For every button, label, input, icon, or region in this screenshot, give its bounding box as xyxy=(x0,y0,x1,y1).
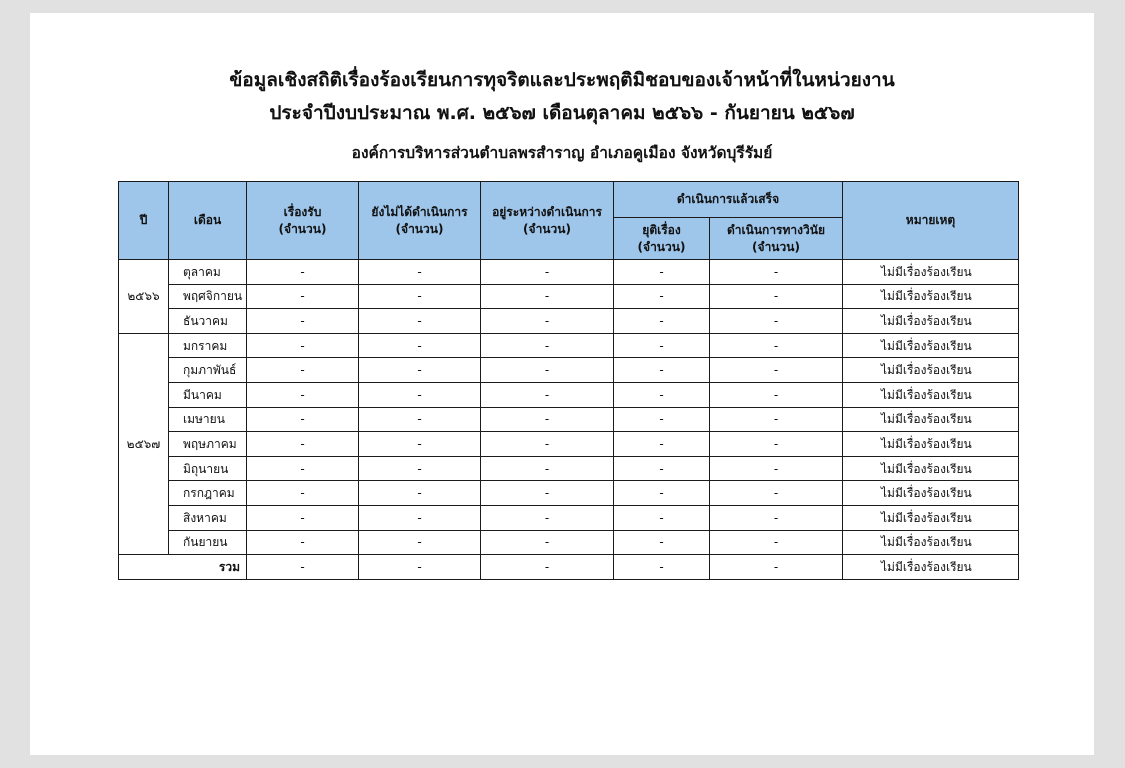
remark-cell: ไม่มีเรื่องร้องเรียน xyxy=(843,333,1019,358)
received-cell: - xyxy=(247,358,359,383)
disciplinary-cell: - xyxy=(710,505,843,530)
table-row xyxy=(119,407,1019,432)
remark-cell: ไม่มีเรื่องร้องเรียน xyxy=(843,456,1019,481)
in-progress-cell: - xyxy=(481,260,614,285)
month-cell: กันยายน xyxy=(169,530,247,555)
month-cell: มกราคม xyxy=(169,333,247,358)
document-subtitle: ประจำปีงบประมาณ พ.ศ. ๒๕๖๗ เดือนตุลาคม ๒๕๖๖ - กันยายน ๒๕๖๗ xyxy=(269,102,855,124)
header-terminated-label: ยุติเรื่อง xyxy=(642,222,681,237)
header-completed-group: ดำเนินการแล้วเสร็จ xyxy=(614,182,843,218)
table-body xyxy=(119,260,1019,580)
not-started-cell: - xyxy=(359,530,481,555)
in-progress-cell: - xyxy=(481,505,614,530)
not-started-cell: - xyxy=(359,432,481,457)
received-cell: - xyxy=(247,309,359,334)
month-cell: กุมภาพันธ์ xyxy=(169,358,247,383)
header-terminated xyxy=(614,218,710,260)
in-progress-cell: - xyxy=(481,382,614,407)
remark-cell: ไม่มีเรื่องร้องเรียน xyxy=(843,309,1019,334)
month-cell: พฤศจิกายน xyxy=(169,284,247,309)
received-cell: - xyxy=(247,260,359,285)
total-label: รวม xyxy=(119,555,247,580)
received-cell: - xyxy=(247,456,359,481)
total-not-started-cell: - xyxy=(359,555,481,580)
remark-cell: ไม่มีเรื่องร้องเรียน xyxy=(843,505,1019,530)
header-year: ปี xyxy=(119,182,169,260)
total-row xyxy=(119,555,1019,580)
terminated-cell: - xyxy=(614,407,710,432)
table-row xyxy=(119,260,1019,285)
disciplinary-cell: - xyxy=(710,309,843,334)
terminated-cell: - xyxy=(614,456,710,481)
in-progress-cell: - xyxy=(481,333,614,358)
header-received-unit: (จำนวน) xyxy=(278,221,327,236)
remark-cell: ไม่มีเรื่องร้องเรียน xyxy=(843,284,1019,309)
not-started-cell: - xyxy=(359,284,481,309)
month-cell: มีนาคม xyxy=(169,382,247,407)
in-progress-cell: - xyxy=(481,432,614,457)
year-cell: ๒๕๖๗ xyxy=(119,333,169,554)
month-cell: สิงหาคม xyxy=(169,505,247,530)
header-disciplinary-label: ดำเนินการทางวินัย xyxy=(727,222,825,237)
terminated-cell: - xyxy=(614,481,710,506)
received-cell: - xyxy=(247,530,359,555)
table-row xyxy=(119,432,1019,457)
document-page xyxy=(30,13,1094,755)
disciplinary-cell: - xyxy=(710,407,843,432)
not-started-cell: - xyxy=(359,505,481,530)
terminated-cell: - xyxy=(614,284,710,309)
terminated-cell: - xyxy=(614,260,710,285)
not-started-cell: - xyxy=(359,407,481,432)
header-disciplinary-unit: (จำนวน) xyxy=(752,239,800,254)
header-month: เดือน xyxy=(169,182,247,260)
header-in-progress xyxy=(481,182,614,260)
header-not-started xyxy=(359,182,481,260)
not-started-cell: - xyxy=(359,382,481,407)
month-cell: ธันวาคม xyxy=(169,309,247,334)
terminated-cell: - xyxy=(614,358,710,383)
header-not-started-label: ยังไม่ได้ดำเนินการ xyxy=(371,204,468,219)
month-cell: เมษายน xyxy=(169,407,247,432)
document-title: ข้อมูลเชิงสถิติเรื่องร้องเรียนการทุจริตและประพฤติมิชอบของเจ้าหน้าที่ในหน่วยงาน xyxy=(229,69,895,91)
year-cell: ๒๕๖๖ xyxy=(119,260,169,334)
received-cell: - xyxy=(247,481,359,506)
header-in-progress-label: อยู่ระหว่างดำเนินการ xyxy=(492,204,602,219)
table-row xyxy=(119,481,1019,506)
terminated-cell: - xyxy=(614,505,710,530)
month-cell: พฤษภาคม xyxy=(169,432,247,457)
month-cell: กรกฎาคม xyxy=(169,481,247,506)
complaint-statistics-table xyxy=(118,181,1019,580)
header-received-label: เรื่องรับ xyxy=(283,204,322,219)
organization-name: องค์การบริหารส่วนตำบลพรสำราญ อำเภอคูเมือง จังหวัดบุรีรัมย์ xyxy=(351,144,773,162)
month-cell: มิถุนายน xyxy=(169,456,247,481)
month-cell: ตุลาคม xyxy=(169,260,247,285)
in-progress-cell: - xyxy=(481,284,614,309)
not-started-cell: - xyxy=(359,333,481,358)
total-in-progress-cell: - xyxy=(481,555,614,580)
in-progress-cell: - xyxy=(481,407,614,432)
terminated-cell: - xyxy=(614,530,710,555)
header-received xyxy=(247,182,359,260)
remark-cell: ไม่มีเรื่องร้องเรียน xyxy=(843,382,1019,407)
table-row xyxy=(119,358,1019,383)
not-started-cell: - xyxy=(359,260,481,285)
disciplinary-cell: - xyxy=(710,481,843,506)
remark-cell: ไม่มีเรื่องร้องเรียน xyxy=(843,432,1019,457)
disciplinary-cell: - xyxy=(710,530,843,555)
header-in-progress-unit: (จำนวน) xyxy=(523,221,571,236)
received-cell: - xyxy=(247,505,359,530)
table-row xyxy=(119,382,1019,407)
in-progress-cell: - xyxy=(481,530,614,555)
not-started-cell: - xyxy=(359,481,481,506)
total-remark-cell: ไม่มีเรื่องร้องเรียน xyxy=(843,555,1019,580)
header-terminated-unit: (จำนวน) xyxy=(637,239,686,254)
not-started-cell: - xyxy=(359,309,481,334)
in-progress-cell: - xyxy=(481,358,614,383)
table-row xyxy=(119,530,1019,555)
total-terminated-cell: - xyxy=(614,555,710,580)
not-started-cell: - xyxy=(359,358,481,383)
received-cell: - xyxy=(247,432,359,457)
header-disciplinary xyxy=(710,218,843,260)
disciplinary-cell: - xyxy=(710,432,843,457)
in-progress-cell: - xyxy=(481,309,614,334)
in-progress-cell: - xyxy=(481,456,614,481)
received-cell: - xyxy=(247,407,359,432)
remark-cell: ไม่มีเรื่องร้องเรียน xyxy=(843,481,1019,506)
terminated-cell: - xyxy=(614,432,710,457)
table-row xyxy=(119,284,1019,309)
remark-cell: ไม่มีเรื่องร้องเรียน xyxy=(843,358,1019,383)
table-row xyxy=(119,333,1019,358)
table-row xyxy=(119,505,1019,530)
table-row xyxy=(119,309,1019,334)
disciplinary-cell: - xyxy=(710,358,843,383)
disciplinary-cell: - xyxy=(710,333,843,358)
remark-cell: ไม่มีเรื่องร้องเรียน xyxy=(843,530,1019,555)
total-disciplinary-cell: - xyxy=(710,555,843,580)
terminated-cell: - xyxy=(614,333,710,358)
disciplinary-cell: - xyxy=(710,260,843,285)
remark-cell: ไม่มีเรื่องร้องเรียน xyxy=(843,407,1019,432)
received-cell: - xyxy=(247,333,359,358)
disciplinary-cell: - xyxy=(710,284,843,309)
not-started-cell: - xyxy=(359,456,481,481)
terminated-cell: - xyxy=(614,382,710,407)
table-row xyxy=(119,456,1019,481)
disciplinary-cell: - xyxy=(710,382,843,407)
total-received-cell: - xyxy=(247,555,359,580)
header-not-started-unit: (จำนวน) xyxy=(395,221,444,236)
remark-cell: ไม่มีเรื่องร้องเรียน xyxy=(843,260,1019,285)
header-remarks: หมายเหตุ xyxy=(843,182,1019,260)
in-progress-cell: - xyxy=(481,481,614,506)
received-cell: - xyxy=(247,284,359,309)
disciplinary-cell: - xyxy=(710,456,843,481)
received-cell: - xyxy=(247,382,359,407)
terminated-cell: - xyxy=(614,309,710,334)
